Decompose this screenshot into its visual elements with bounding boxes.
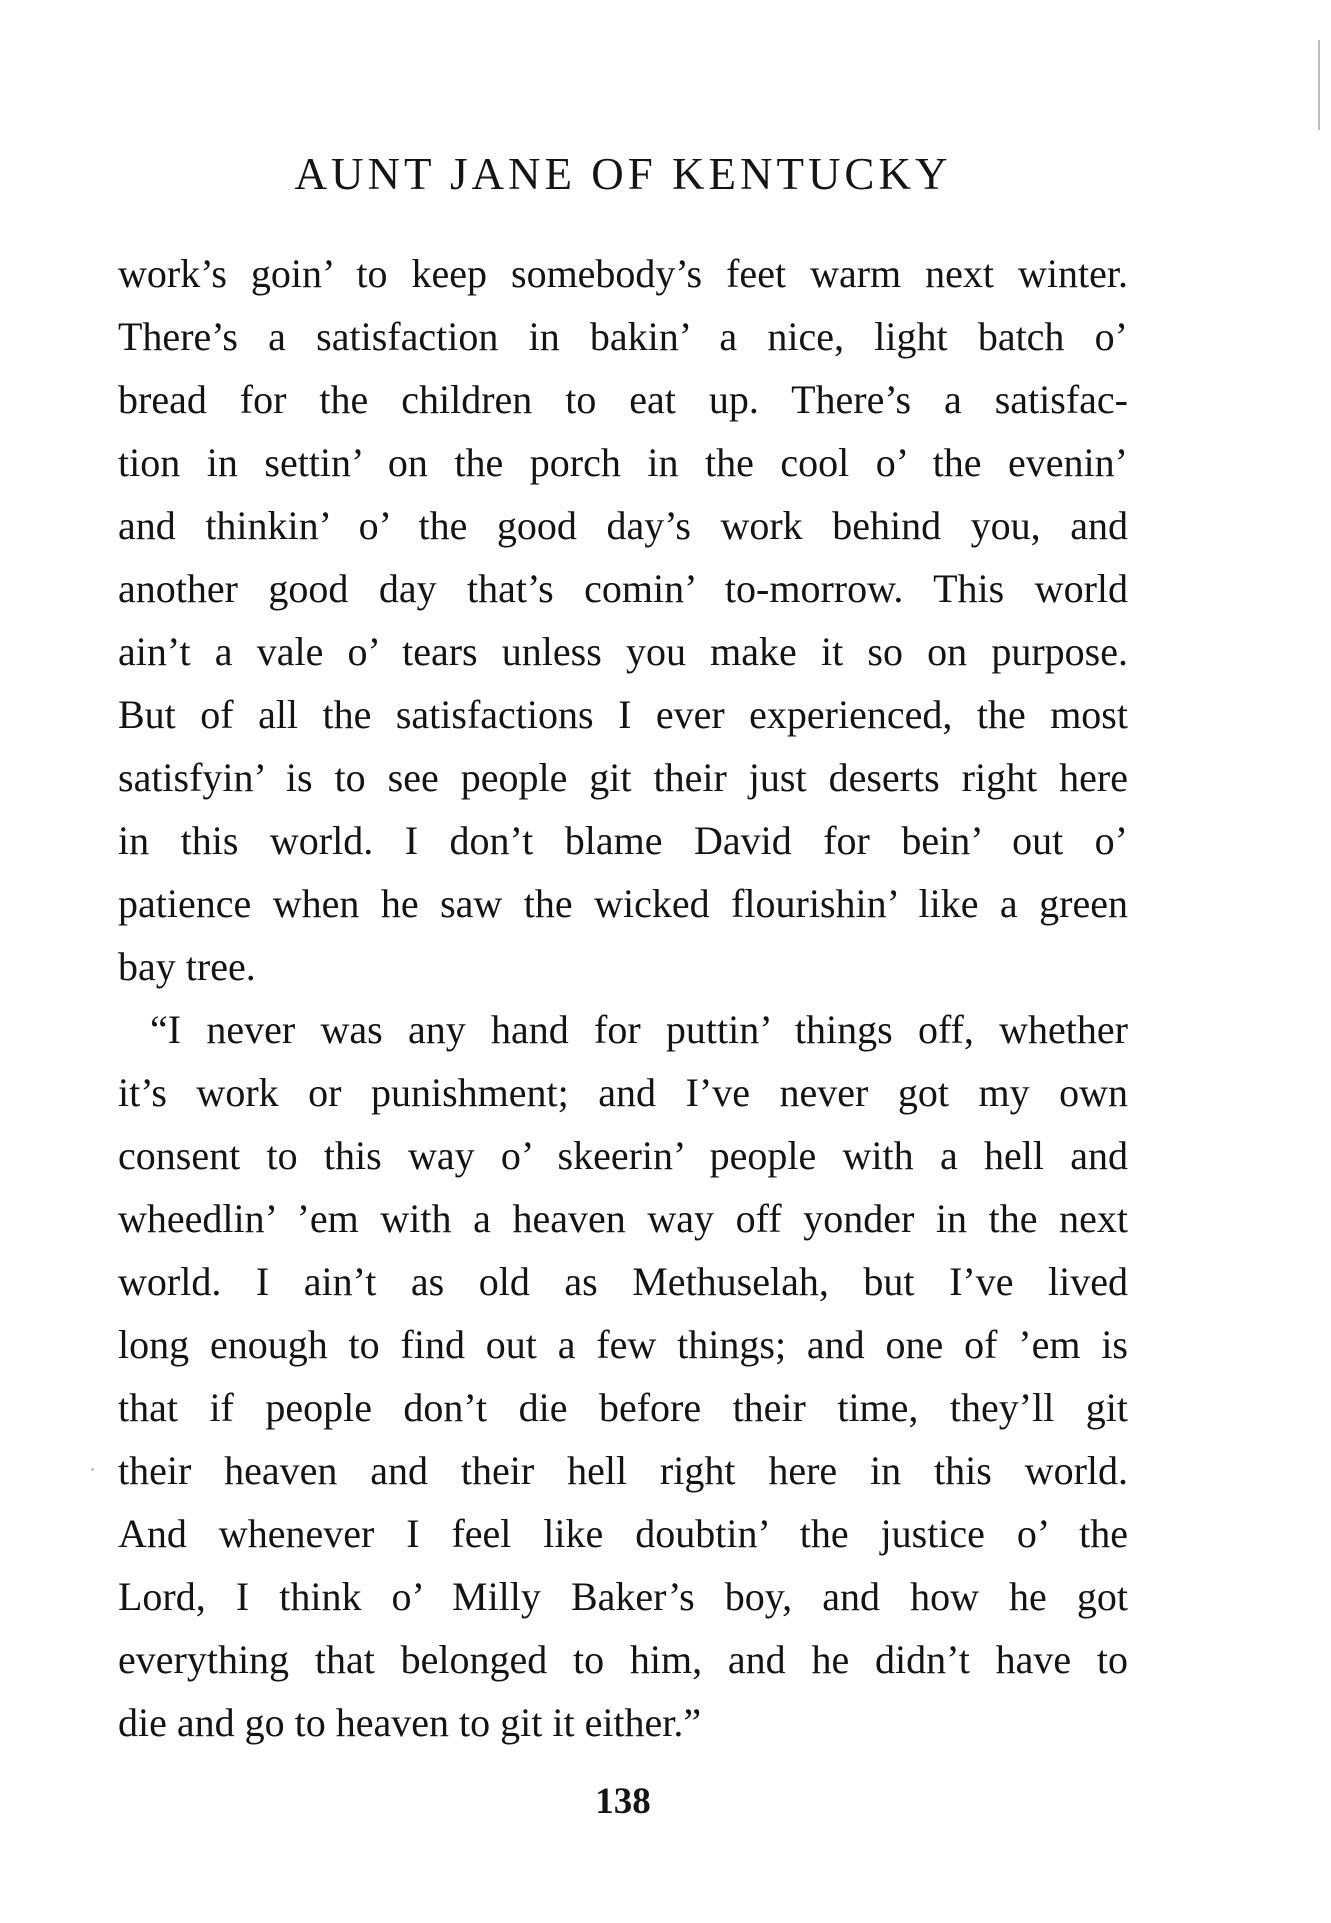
- text-line: it’s work or punishment; and I’ve never got my own: [118, 1070, 1128, 1115]
- scan-edge-mark: [91, 1468, 94, 1471]
- text-line: work’s goin’ to keep somebody’s feet warm next winter.: [118, 251, 1128, 296]
- text-line: Lord, I think o’ Milly Baker’s boy, and how he got: [118, 1574, 1128, 1619]
- text-line: satisfyin’ is to see people git their just deserts right here: [118, 755, 1128, 800]
- text-line: bay tree.: [118, 944, 256, 989]
- text-line: consent to this way o’ skeerin’ people with a hell and: [118, 1133, 1128, 1178]
- text-line: There’s a satisfaction in bakin’ a nice, light batch o’: [118, 314, 1128, 359]
- text-line: ain’t a vale o’ tears unless you make it so on purpose.: [118, 629, 1128, 674]
- text-line: another good day that’s comin’ to-morrow. This world: [118, 566, 1128, 611]
- text-line: wheedlin’ ’em with a heaven way off yonder in the next: [118, 1196, 1128, 1241]
- text-line: their heaven and their hell right here in this world.: [118, 1448, 1128, 1493]
- text-line: And whenever I feel like doubtin’ the justice o’ the: [118, 1511, 1128, 1556]
- scan-edge-mark: [1318, 40, 1320, 130]
- text-line: patience when he saw the wicked flourishin’ like a green: [118, 881, 1128, 926]
- text-line: and thinkin’ o’ the good day’s work behind you, and: [118, 503, 1128, 548]
- text-line: world. I ain’t as old as Methuselah, but I’ve lived: [118, 1259, 1128, 1304]
- text-line: in this world. I don’t blame David for bein’ out o’: [118, 818, 1128, 863]
- text-line: “I never was any hand for puttin’ things off, whether: [150, 1007, 1128, 1052]
- paragraph: [118, 998, 1128, 1754]
- text-line: But of all the satisfactions I ever experienced, the most: [118, 692, 1128, 737]
- text-line: bread for the children to eat up. There’s a satisfac-: [118, 377, 1128, 422]
- body-text: [118, 242, 1128, 1754]
- page-number: 138: [595, 1781, 651, 1822]
- paragraph: [118, 242, 1128, 998]
- text-line: long enough to find out a few things; and one of ’em is: [118, 1322, 1128, 1367]
- text-line: tion in settin’ on the porch in the cool o’ the evenin’: [118, 440, 1128, 485]
- text-line: die and go to heaven to git it either.”: [118, 1700, 702, 1745]
- text-line: everything that belonged to him, and he didn’t have to: [118, 1637, 1128, 1682]
- text-line: that if people don’t die before their time, they’ll git: [118, 1385, 1128, 1430]
- running-head: AUNT JANE OF KENTUCKY: [294, 149, 952, 199]
